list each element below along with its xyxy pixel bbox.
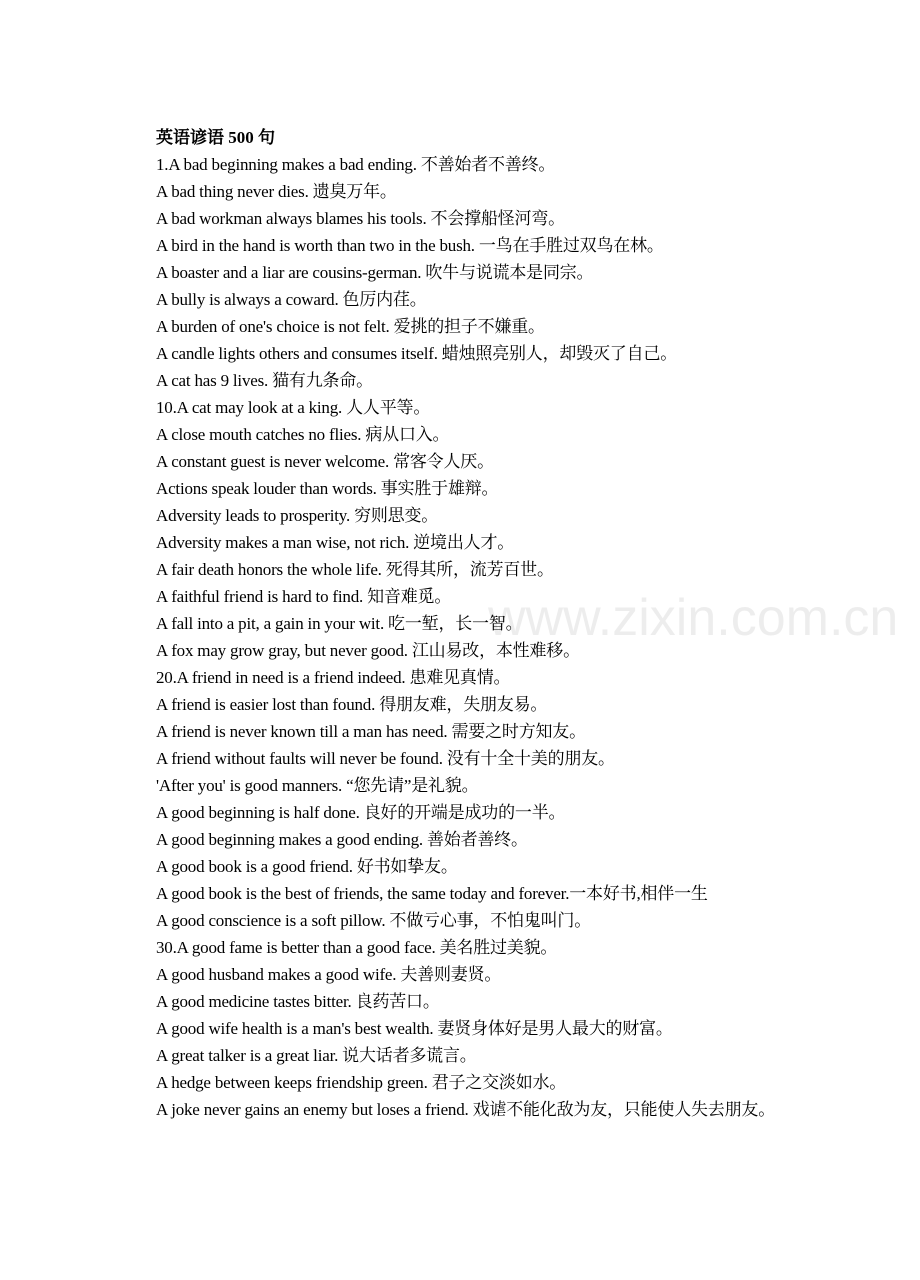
- proverb-line: A friend is never known till a man has need. 需要之时方知友。: [156, 722, 586, 741]
- proverb-line: A burden of one's choice is not felt. 爱挑的担子不嫌重。: [156, 317, 545, 336]
- proverb-line: A fair death honors the whole life. 死得其所，流芳百世。: [156, 560, 554, 579]
- proverb-line: A bad thing never dies. 遗臭万年。: [156, 182, 397, 201]
- document-title: 英语谚语 500 句: [156, 128, 275, 147]
- proverb-line: A fox may grow gray, but never good. 江山易改，本性难移。: [156, 641, 580, 660]
- proverb-line: A friend without faults will never be found. 没有十全十美的朋友。: [156, 749, 615, 768]
- proverb-line: A good wife health is a man's best wealth. 妻贤身体好是男人最大的财富。: [156, 1019, 673, 1038]
- proverb-line: A good husband makes a good wife. 夫善则妻贤。: [156, 965, 502, 984]
- proverb-line: A candle lights others and consumes itself. 蜡烛照亮别人，却毁灭了自己。: [156, 344, 678, 363]
- proverb-line: A great talker is a great liar. 说大话者多谎言。: [156, 1046, 477, 1065]
- proverb-line: Adversity leads to prosperity. 穷则思变。: [156, 506, 439, 525]
- proverb-line: 'After you' is good manners. “您先请”是礼貌。: [156, 776, 479, 795]
- proverb-line: A good beginning makes a good ending. 善始者善终。: [156, 830, 528, 849]
- proverb-line: A fall into a pit, a gain in your wit. 吃一堑，长一智。: [156, 614, 523, 633]
- proverb-line: A boaster and a liar are cousins-german. 吹牛与说谎本是同宗。: [156, 263, 594, 282]
- proverb-line: A good book is a good friend. 好书如挚友。: [156, 857, 458, 876]
- proverb-list: [156, 151, 806, 1123]
- watermark: www.zixin.com.cn: [488, 589, 899, 647]
- proverb-line: A good conscience is a soft pillow. 不做亏心事，不怕鬼叫门。: [156, 911, 592, 930]
- document-body: [156, 124, 806, 1123]
- proverb-line: A good beginning is half done. 良好的开端是成功的一半。: [156, 803, 566, 822]
- proverb-line: 20.A friend in need is a friend indeed. 患难见真情。: [156, 668, 511, 687]
- proverb-line: A bird in the hand is worth than two in the bush. 一鸟在手胜过双鸟在林。: [156, 236, 664, 255]
- proverb-line: Adversity makes a man wise, not rich. 逆境出人才。: [156, 533, 515, 552]
- proverb-line: 10.A cat may look at a king. 人人平等。: [156, 398, 431, 417]
- proverb-line: A bad workman always blames his tools. 不会撑船怪河弯。: [156, 209, 565, 228]
- proverb-line: A constant guest is never welcome. 常客令人厌。: [156, 452, 494, 471]
- proverb-line: Actions speak louder than words. 事实胜于雄辩。: [156, 479, 499, 498]
- proverb-line: A bully is always a coward. 色厉内荏。: [156, 290, 427, 309]
- proverb-line: A friend is easier lost than found. 得朋友难，失朋友易。: [156, 695, 548, 714]
- proverb-line: A cat has 9 lives. 猫有九条命。: [156, 371, 373, 390]
- proverb-line: 1.A bad beginning makes a bad ending. 不善始者不善终。: [156, 155, 556, 174]
- proverb-line: A faithful friend is hard to find. 知音难觅。: [156, 587, 452, 606]
- proverb-line: A good medicine tastes bitter. 良药苦口。: [156, 992, 440, 1011]
- proverb-line: A hedge between keeps friendship green. 君子之交淡如水。: [156, 1073, 567, 1092]
- proverb-line: A joke never gains an enemy but loses a friend. 戏谑不能化敌为友，只能使人失去朋友。: [156, 1100, 776, 1119]
- proverb-line: 30.A good fame is better than a good face. 美名胜过美貌。: [156, 938, 558, 957]
- proverb-line: A close mouth catches no flies. 病从口入。: [156, 425, 450, 444]
- proverb-line: A good book is the best of friends, the same today and forever.一本好书,相伴一生: [156, 884, 708, 903]
